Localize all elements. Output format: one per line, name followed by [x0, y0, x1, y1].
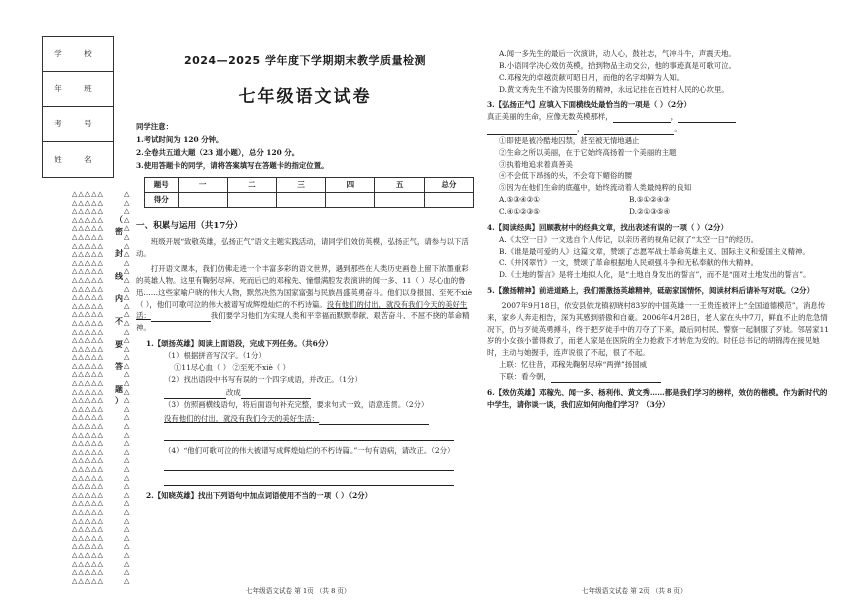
answer-blank[interactable] — [551, 373, 661, 383]
triangle-row: △ — [124, 215, 131, 224]
question-4 — [487, 222, 832, 281]
class-field: 年 班 — [43, 72, 113, 107]
question-1 — [136, 338, 474, 486]
triangle-row: △ — [124, 499, 131, 508]
triangle-row: △△△△△ — [72, 267, 104, 276]
triangle-row: △ — [124, 275, 131, 284]
q3-options — [487, 194, 832, 206]
triangle-row: △△△△△ — [72, 344, 104, 353]
score-header: 题号 — [145, 177, 179, 192]
triangle-row: △△△△△ — [72, 275, 104, 284]
couplet-lower: 下联：看今朝， — [499, 371, 551, 381]
score-cell[interactable] — [424, 192, 473, 207]
passage-paragraph — [136, 263, 474, 334]
triangle-row: △ — [124, 224, 131, 233]
triangle-row: △ — [124, 465, 131, 473]
triangle-row: △△△△△ — [72, 284, 104, 293]
option-d[interactable]: D.黄文秀先生不渝为民服务的精神，永远记挂在百姓村人民的心坎里。 — [499, 84, 729, 94]
answer-blank[interactable] — [584, 125, 674, 135]
q3-item: ④不会低下昂扬的头，不会弯下媚俗的腰 — [499, 171, 633, 181]
triangle-row: △ — [124, 387, 131, 396]
option-a[interactable]: A.⑤③④②① — [499, 195, 540, 205]
triangle-row: △ — [124, 293, 131, 302]
seal-char: 密 — [115, 225, 123, 236]
model-sentence: 没有他们的付出，就没有我们今天的美好生活： — [164, 414, 320, 424]
page-1 — [136, 52, 474, 502]
triangle-row: △ — [124, 336, 131, 345]
seal-char: ） — [115, 395, 123, 406]
score-cell[interactable] — [326, 192, 375, 207]
triangle-row: △△△△△ — [72, 422, 104, 431]
sub-question: （4）“他们可歌可泣的伟大被谱写成辉煌灿烂的不朽诗篇。”一句有语病，请改正。（2分） — [164, 445, 455, 455]
answer-blank[interactable] — [164, 431, 454, 441]
triangle-row: △ — [124, 422, 131, 431]
triangle-row: △ — [124, 353, 131, 362]
answer-blank[interactable] — [678, 113, 736, 123]
footer-page-2: 七年级语文试卷 第 2页 （共 8 页） — [582, 587, 687, 596]
triangle-row: △△△△△ — [72, 361, 104, 370]
triangle-row: △△△△△ — [72, 198, 104, 207]
triangle-row: △△△△△ — [72, 430, 104, 439]
note-item: 3.使用答题卡的同学，请将答案填写在答题卡的指定位置。 — [136, 160, 329, 170]
triangle-row: △ — [124, 207, 131, 216]
option-d[interactable]: D.《土地的誓言》是将土地拟人化，是“土地自身发出的誓言”，而不是“面对土地发出的誓言”。 — [499, 270, 811, 280]
triangle-border-right — [124, 190, 134, 585]
score-cell[interactable] — [227, 192, 276, 207]
question-5 — [487, 285, 832, 383]
triangle-row: △ — [124, 456, 131, 465]
q3-item: ②生命之所以美丽，在于它始终高扬着一个美丽的主题 — [499, 147, 677, 157]
answer-blank[interactable] — [319, 415, 429, 425]
triangle-row: △ — [124, 361, 131, 370]
seal-char: 线 — [115, 270, 123, 281]
q3-lead: 真正美丽的生命，应像无数英模那样， ， — [487, 111, 832, 123]
seal-char: 题 — [115, 383, 123, 394]
exam-number-field: 考 号 — [43, 107, 113, 142]
triangle-row: △ — [124, 447, 131, 456]
triangle-row: △ — [124, 301, 131, 310]
correction-label: 改成 — [226, 388, 241, 398]
option-c[interactable]: C.④①②③⑤ — [499, 206, 540, 216]
triangle-row: △△△△△ — [72, 232, 104, 241]
triangle-row: △ — [124, 516, 131, 525]
question-title: 1.【颂扬英雄】阅读上面语段，完成下列任务。（共6分） — [146, 339, 333, 349]
triangle-row: △△△△△ — [72, 301, 104, 310]
score-header: 二 — [227, 177, 276, 192]
answer-blank[interactable] — [487, 125, 577, 135]
triangle-row: △ — [124, 310, 131, 319]
triangle-row: △△△△△ — [72, 439, 104, 448]
triangle-row: △△△△△ — [72, 533, 104, 542]
triangle-row: △△△△△ — [72, 473, 104, 482]
score-cell[interactable] — [178, 192, 227, 207]
triangle-row: △ — [124, 327, 131, 336]
question-6: 6.【效仿英雄】邓稼先、闻一多、杨利伟、黄文秀……都是我们学习的榜样，效仿的楷模。作为新时代的中学生，请你谈一谈，我们应如何向他们学习？（3分） — [487, 387, 828, 409]
triangle-row: △△△△△ — [72, 258, 104, 267]
triangle-row: △△△△△ — [72, 542, 104, 551]
triangle-row: △ — [124, 198, 131, 207]
triangle-row: △△△△△ — [72, 568, 104, 577]
question-title: 4.【阅读经典】回顾教材中的经典文章，找出表述有误的一项（ ）（2分） — [487, 222, 728, 232]
seal-char — [113, 350, 125, 361]
triangle-row: △△△△△ — [72, 576, 104, 585]
option-b[interactable]: B.小语同学决心效仿英模，拾到物品主动交公，他的事迹真是可歌可泣。 — [499, 60, 736, 70]
seal-char: 封 — [115, 248, 123, 259]
triangle-row: △ — [124, 379, 131, 388]
triangle-row: △△△△△ — [72, 516, 104, 525]
option-a[interactable]: A.《太空一日》一文选自个人传记，以亲历者的视角记叙了“太空一日”的经历。 — [499, 234, 759, 244]
q3-item: ①即使是被冷酷地囚禁，甚至被无情地遇止 — [499, 135, 640, 145]
seal-char — [113, 305, 125, 316]
triangle-row: △ — [124, 241, 131, 250]
seal-char: （ — [115, 214, 123, 224]
triangle-row: △ — [124, 318, 131, 327]
triangle-row: △ — [124, 490, 131, 499]
sub-question: （2）找出语段中书写有误的一个四字成语，并改正。（1分） — [164, 374, 362, 384]
question-title: 3.【弘扬正气】应填入下面横线处最恰当的一项是（ ）（2分） — [487, 100, 691, 110]
triangle-row: △△△△△ — [72, 215, 104, 224]
section-heading: 一、积累与运用（共17分） — [136, 220, 243, 231]
option-b[interactable]: B.《谁是最可爱的人》这篇文章，赞颂了志愿军战士革命英雄主义、国际主义和爱国主义精神。 — [499, 246, 810, 256]
triangle-row: △ — [124, 190, 131, 198]
triangle-row: △ — [124, 413, 131, 422]
score-row-label: 得分 — [145, 192, 179, 207]
q3-lead-text: 真正美丽的生命，应像无数英模那样， — [487, 112, 613, 122]
notes-heading: 同学注意： — [136, 121, 173, 131]
triangle-row: △ — [124, 284, 131, 293]
triangle-row: △△△△△ — [72, 482, 104, 491]
score-table-score-row — [145, 192, 474, 207]
triangle-row: △△△△△ — [72, 396, 104, 405]
page-2 — [487, 48, 832, 410]
seal-char — [113, 282, 125, 293]
triangle-row: △ — [124, 232, 131, 241]
question-2: 2.【知晓英雄】找出下列语句中加点词语使用不当的一项（ ）（2分） — [146, 491, 373, 501]
triangle-row: △ — [124, 439, 131, 448]
seal-char: 内 — [115, 293, 123, 304]
sub-question: （1）根据拼音写汉字。（1分） — [164, 350, 266, 360]
answer-blank[interactable] — [151, 312, 211, 322]
triangle-row: △△△△△ — [72, 250, 104, 259]
seal-char — [113, 237, 125, 248]
answer-blank[interactable] — [241, 389, 311, 399]
triangle-row: △ — [124, 267, 131, 276]
school-field: 学 校 — [43, 37, 113, 72]
sub-question: （3）仿照画横线语句，将后面语句补充完整，要求句式一致，语意连贯。（2分） — [164, 400, 429, 410]
answer-blank[interactable] — [613, 113, 671, 123]
passage-paragraph: 班级开展“致敬英雄，弘扬正气”语文主题实践活动，请同学们效仿英模，弘扬正气，请参与以下活动。 — [136, 237, 469, 259]
passage-end: 我们要学习他们为实现人类和平幸福而默默奉献、艰苦奋斗、不屈不挠的革命精神。 — [136, 311, 470, 333]
triangle-row: △△△△△ — [72, 490, 104, 499]
triangle-row: △△△△△ — [72, 550, 104, 559]
question-title: 5.【激扬精神】前进道路上，我们需激扬英雄精神，砥砺家国情怀，阅读材料后请补写对联。（2分） — [487, 286, 814, 296]
footer-page-1: 七年级语文试卷 第 1页 （共 8 页） — [246, 587, 351, 596]
seal-char: 答 — [115, 361, 123, 372]
score-cell[interactable] — [277, 192, 326, 207]
triangle-row: △ — [124, 482, 131, 491]
question-3: 3.【弘扬正气】应填入下面横线处最恰当的一项是（ ）（2分） 真正美丽的生命，应像无数英模那样， ， ， 。 ①即使是被冷酷地囚禁，甚至被无情地遇止 ②生命之所以美丽，在于它始终高扬着一个美丽的主题 ③执着地追求着真善美 ④不会低下昂扬的头，不会弯下媚俗的腰 ⑤因为在他们生命的底蕴中，始终流动着人类最纯粹的良知 A.⑤③④②① B.⑤①②④③ C.④①②③⑤ D.②①③⑤④ — [487, 99, 832, 217]
seal-char: 要 — [115, 338, 123, 349]
triangle-row: △ — [124, 507, 131, 516]
seal-line-notice — [113, 214, 125, 407]
exam-notes — [136, 121, 474, 173]
seal-char — [113, 373, 125, 384]
exam-title: 2024—2025 学年度下学期期末教学质量检测 — [183, 54, 427, 67]
answer-blank[interactable] — [164, 389, 226, 399]
triangle-row: △△△△△ — [72, 207, 104, 216]
score-table-header-row — [145, 177, 474, 192]
triangle-row: △△△△△ — [72, 413, 104, 422]
triangle-row: △ — [124, 344, 131, 353]
triangle-row: △△△△△ — [72, 327, 104, 336]
option-c[interactable]: C.邓稼先的卓越贡献可昭日月，而他的名字却鲜为人知。 — [499, 72, 685, 82]
triangle-row: △△△△△ — [72, 404, 104, 413]
triangle-row: △△△△△ — [72, 336, 104, 345]
student-info-box — [42, 36, 114, 178]
score-header: 五 — [375, 177, 424, 192]
triangle-row: △ — [124, 525, 131, 534]
triangle-border-left — [72, 190, 112, 585]
triangle-row: △ — [124, 533, 131, 542]
sub-question-items: ①11尽心血（ ） ②至死不xiè（ ） — [174, 362, 291, 372]
triangle-row: △ — [124, 473, 131, 482]
triangle-row: △ — [124, 559, 131, 568]
note-item: 1.考试时间为 120 分钟。 — [136, 134, 224, 144]
triangle-row: △ — [124, 370, 131, 379]
option-a[interactable]: A.闻一多先生的最后一次演讲，动人心，鼓社志，气冲斗牛，声震天地。 — [499, 49, 736, 58]
triangle-row: △ — [124, 550, 131, 559]
triangle-row: △△△△△ — [72, 293, 104, 302]
couplet-upper: 上联：忆往昔，邓稼先鞠躬尽瘁“两弹”扬国威 — [499, 360, 647, 370]
triangle-row: △ — [124, 258, 131, 267]
score-header: 一 — [178, 177, 227, 192]
triangle-row: △△△△△ — [72, 379, 104, 388]
triangle-row: △ — [124, 404, 131, 413]
triangle-row: △△△△△ — [72, 190, 104, 198]
seal-char: 不 — [115, 315, 123, 326]
triangle-row: △ — [124, 542, 131, 551]
triangle-row: △△△△△ — [72, 353, 104, 362]
score-table — [144, 177, 474, 208]
answer-blank[interactable] — [164, 461, 454, 471]
triangle-row: △△△△△ — [72, 525, 104, 534]
triangle-row: △△△△△ — [72, 224, 104, 233]
triangle-row: △△△△△ — [72, 387, 104, 396]
triangle-row: △△△△△ — [72, 318, 104, 327]
triangle-row: △ — [124, 396, 131, 405]
note-item: 2.全卷共五道大题（23 道小题），总分 120 分。 — [136, 147, 300, 157]
q3-options — [487, 206, 832, 218]
seal-char — [113, 260, 125, 271]
option-d[interactable]: D.②①③⑤④ — [629, 206, 671, 216]
option-c[interactable]: C.《井冈翠竹》一文，赞颂了革命根据地人民顽强斗争和无私奉献的伟大精神。 — [499, 258, 759, 268]
passage-text: 打开语文课本，我们仿佛走进一个丰富多彩的语文世界，遇到那些在人类历史画卷上留下浓墨重彩的英雄人物。这里有鞠躬尽瘁、死而后已的邓稼先、憧憬满腔发表演讲的闻一多、11（ ）尽心血的鲁迅……这些家喻户晓的伟大人物，默然决然为国家富强与民族昌盛英勇奋斗。他们以身报国、至死不xiè（ ），他们可歌可泣的伟大被谱写成辉煌灿烂的不朽诗篇。 — [136, 264, 473, 309]
underlined-sentence: 没有他们的付出，就没有我们今天的美好生活： — [136, 299, 468, 321]
triangle-row: △△△△△ — [72, 499, 104, 508]
score-cell[interactable] — [375, 192, 424, 207]
triangle-row: △ — [124, 568, 131, 577]
triangle-row: △△△△△ — [72, 447, 104, 456]
answer-blank[interactable] — [164, 476, 454, 486]
name-field: 姓 名 — [54, 154, 102, 164]
q2-options — [487, 48, 832, 95]
triangle-row: △△△△△ — [72, 559, 104, 568]
triangle-row: △△△△△ — [72, 465, 104, 473]
triangle-row: △△△△△ — [72, 507, 104, 516]
seal-char — [113, 328, 125, 339]
triangle-row: △ — [124, 430, 131, 439]
triangle-row: △ — [124, 576, 131, 585]
score-header: 三 — [277, 177, 326, 192]
triangle-row: △△△△△ — [72, 456, 104, 465]
option-b[interactable]: B.⑤①②④③ — [629, 195, 670, 205]
triangle-row: △△△△△ — [72, 370, 104, 379]
q3-item: ⑤因为在他们生命的底蕴中，始终流动着人类最纯粹的良知 — [499, 183, 692, 193]
triangle-row: △△△△△ — [72, 241, 104, 250]
score-header: 总分 — [424, 177, 473, 192]
q3-item: ③执着地追求着真善美 — [499, 159, 573, 169]
paper-title: 七年级语文试卷 — [238, 86, 372, 107]
triangle-row: △△△△△ — [72, 310, 104, 319]
triangle-row: △ — [124, 250, 131, 259]
score-header: 四 — [326, 177, 375, 192]
q5-material: 2007年9月18日，依安县依龙镇初晓村83岁的中国英雄一一王贵连被评上“全国道德模范”，消息传来，家乡人奔走相告，深为其感到骄傲和自豪。2006年4月28日，老人家在头中7刀，鲜血不止的危急情况下，仍与歹徒英勇搏斗，终于把歹徒手中的刀夺了下来，最后同村民、警察一起制服了歹徒。邻居家11岁的小女孩小蕾得救了，而老人家是在医院的全力抢救下才转危为安的。时任总书记的胡锦涛在接见她时，主动与她握手，连声说很了不起，很了不起。 — [487, 300, 829, 358]
